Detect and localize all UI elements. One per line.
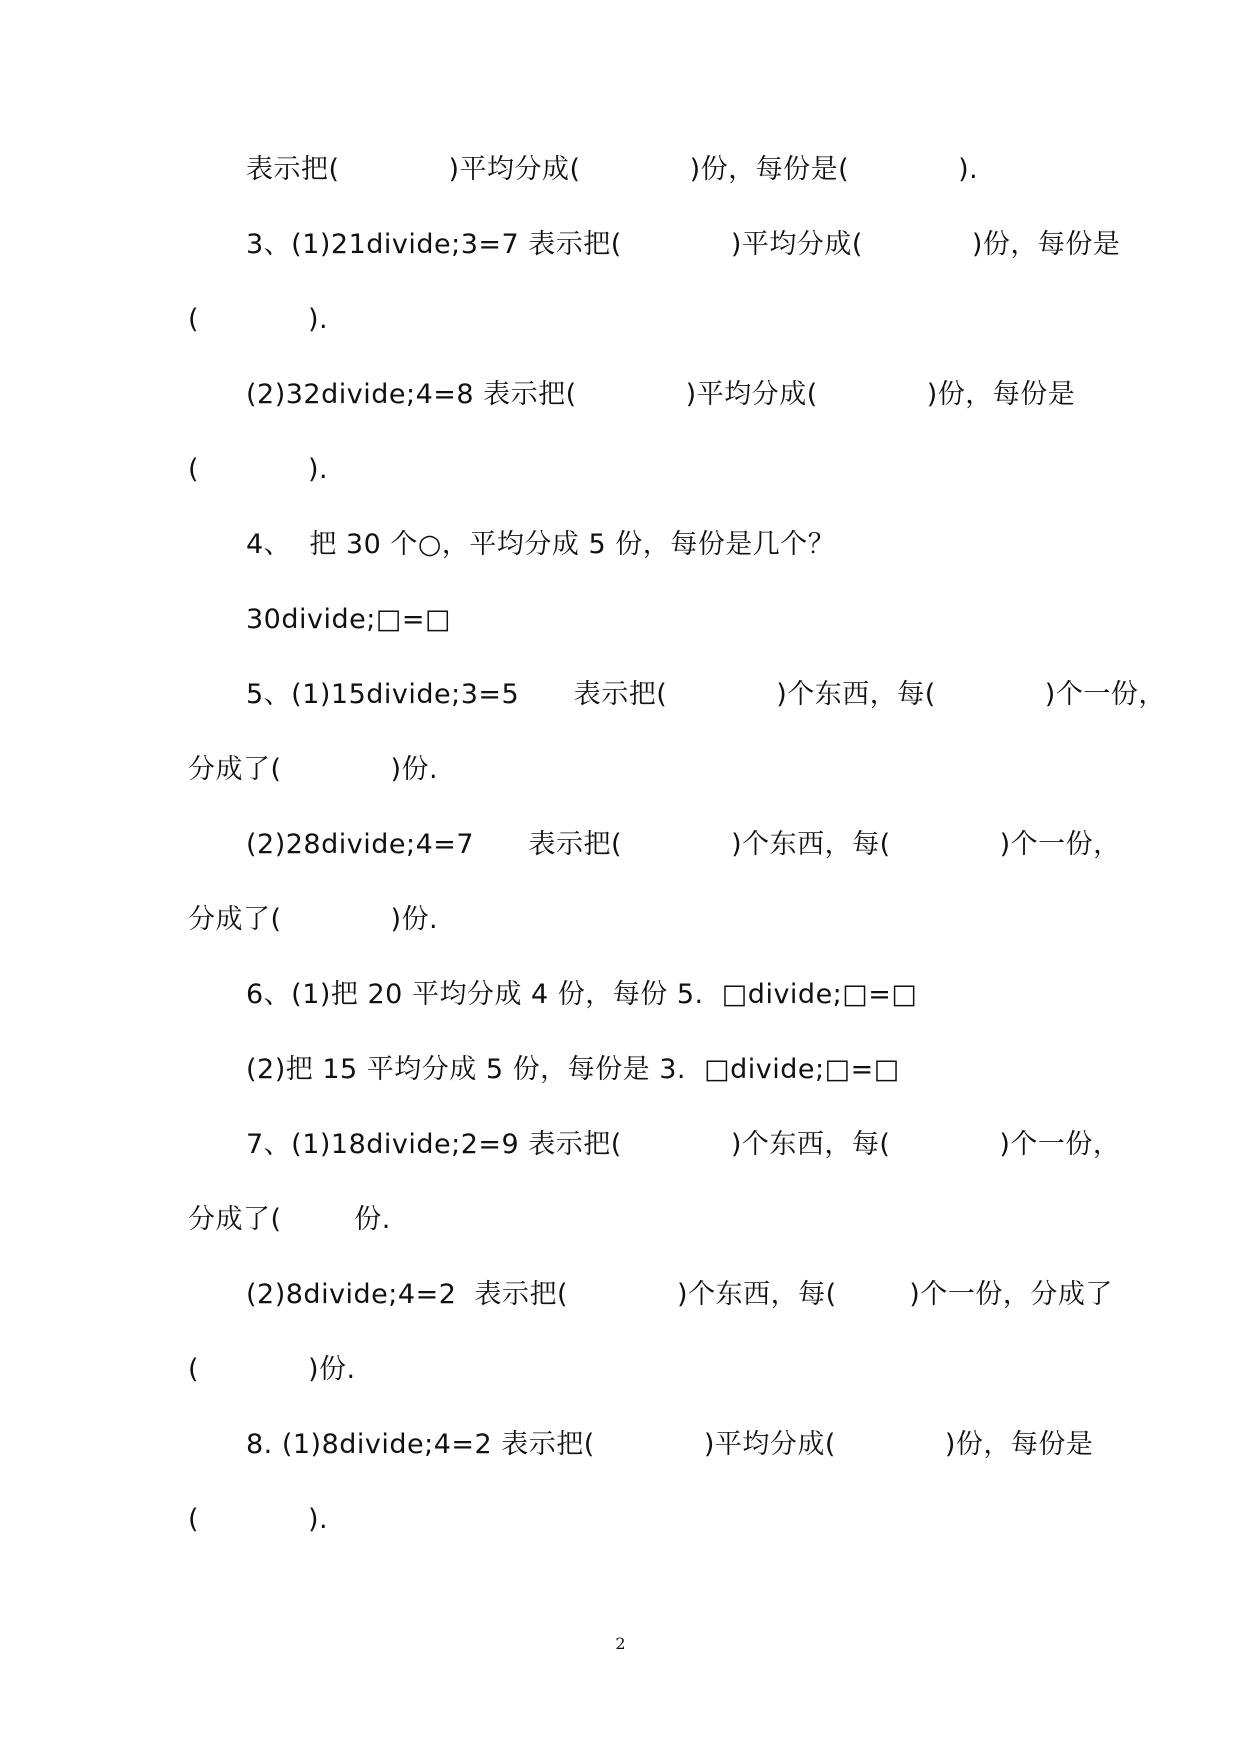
question-7-1: 7、(1)18divide;2=9 表示把( )个东西，每( )个一份， <box>246 1129 1121 1160</box>
question-4: 4、 把 30 个○，平均分成 5 份，每份是几个？ <box>246 529 836 560</box>
question-5-2: (2)28divide;4=7 表示把( )个东西，每( )个一份， <box>246 829 1121 860</box>
text-line: 分成了( )份. <box>188 904 439 935</box>
text-line: 分成了( 份. <box>188 1204 391 1235</box>
text-line: 分成了( )份. <box>188 754 439 785</box>
text-line: ( ). <box>188 1504 329 1535</box>
question-8-1: 8. (1)8divide;4=2 表示把( )平均分成( )份，每份是 <box>246 1429 1094 1460</box>
question-6-1: 6、(1)把 20 平均分成 4 份，每份 5. □divide;□=□ <box>246 979 918 1010</box>
question-3-2: (2)32divide;4=8 表示把( )平均分成( )份，每份是 <box>246 379 1076 410</box>
text-line: ( )份. <box>188 1354 356 1385</box>
text-line: ( ). <box>188 304 329 335</box>
text-line: ( ). <box>188 454 329 485</box>
equation-line: 30divide;□=□ <box>246 604 451 635</box>
page-number: 2 <box>615 1634 626 1653</box>
question-6-2: (2)把 15 平均分成 5 份，每份是 3. □divide;□=□ <box>246 1054 900 1085</box>
question-3-1: 3、(1)21divide;3=7 表示把( )平均分成( )份，每份是 <box>246 229 1121 260</box>
question-5-1: 5、(1)15divide;3=5 表示把( )个东西，每( )个一份， <box>246 679 1166 710</box>
text-line: 表示把( )平均分成( )份，每份是( ). <box>246 154 979 185</box>
question-7-2: (2)8divide;4=2 表示把( )个东西，每( )个一份，分成了 <box>246 1279 1113 1310</box>
